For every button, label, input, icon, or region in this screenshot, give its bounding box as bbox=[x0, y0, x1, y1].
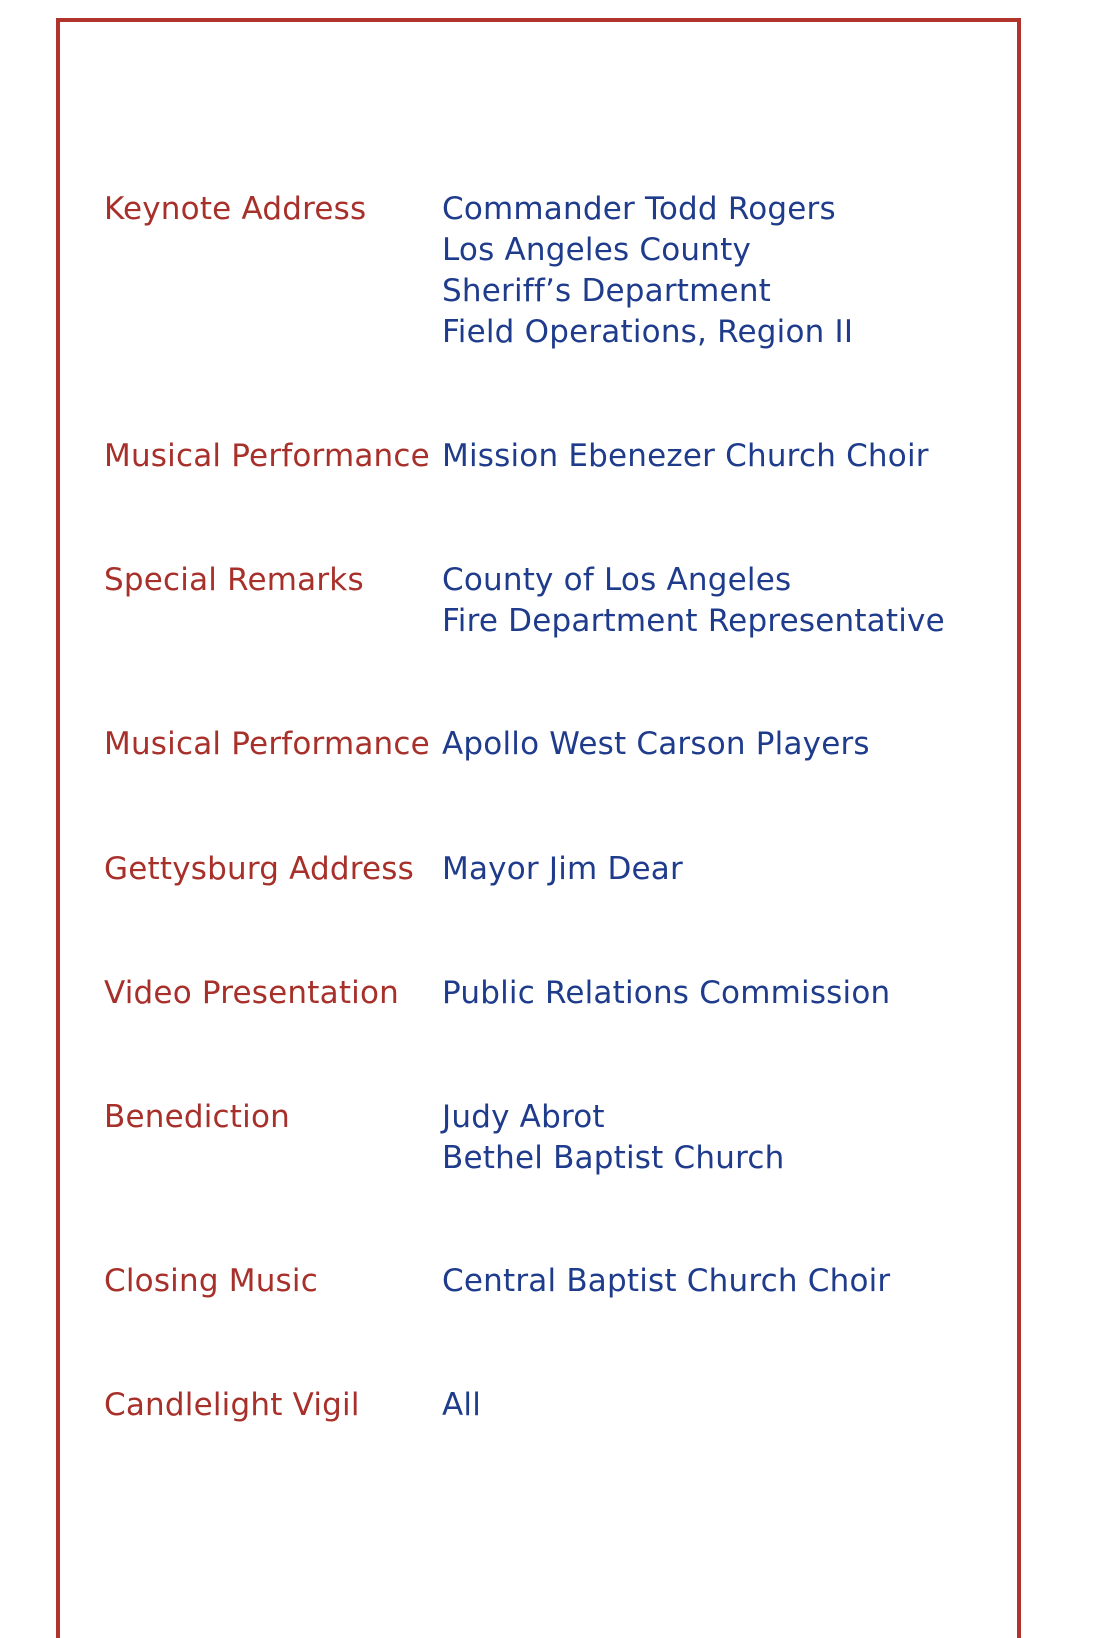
program-item-value bbox=[442, 1097, 784, 1179]
value-line: Judy Abrot bbox=[442, 1099, 605, 1135]
value-line: Apollo West Carson Players bbox=[442, 726, 870, 762]
program-item-label: Musical Performance bbox=[104, 726, 430, 762]
program-item-label: Benediction bbox=[104, 1099, 290, 1135]
program-item-value bbox=[442, 560, 945, 642]
value-line: County of Los Angeles bbox=[442, 562, 792, 598]
value-line: Los Angeles County bbox=[442, 232, 751, 268]
program-item-label: Gettysburg Address bbox=[104, 851, 415, 887]
program-item-label: Video Presentation bbox=[104, 975, 399, 1011]
value-line: Field Operations, Region II bbox=[442, 314, 854, 350]
program-item-value bbox=[442, 436, 929, 477]
program-item-value bbox=[442, 1261, 890, 1302]
program-item-label: Candlelight Vigil bbox=[104, 1387, 360, 1423]
value-line: Central Baptist Church Choir bbox=[442, 1263, 891, 1299]
program-item-value bbox=[442, 1385, 481, 1426]
value-line: Mission Ebenezer Church Choir bbox=[442, 438, 929, 474]
program-item-label: Musical Performance bbox=[104, 438, 430, 474]
program-item-label: Keynote Address bbox=[104, 191, 367, 227]
program-item-label: Special Remarks bbox=[104, 562, 364, 598]
program-item-value bbox=[442, 724, 870, 765]
value-line: Sheriff’s Department bbox=[442, 273, 772, 309]
value-line: Bethel Baptist Church bbox=[442, 1140, 785, 1176]
value-line: Public Relations Commission bbox=[442, 975, 891, 1011]
value-line: All bbox=[442, 1387, 482, 1423]
value-line: Mayor Jim Dear bbox=[442, 851, 683, 887]
program-item-value bbox=[442, 189, 853, 353]
program-item-label: Closing Music bbox=[104, 1263, 318, 1299]
value-line: Fire Department Representative bbox=[442, 603, 945, 639]
value-line: Commander Todd Rogers bbox=[442, 191, 836, 227]
program-item-value bbox=[442, 849, 683, 890]
program-item-value bbox=[442, 973, 890, 1014]
